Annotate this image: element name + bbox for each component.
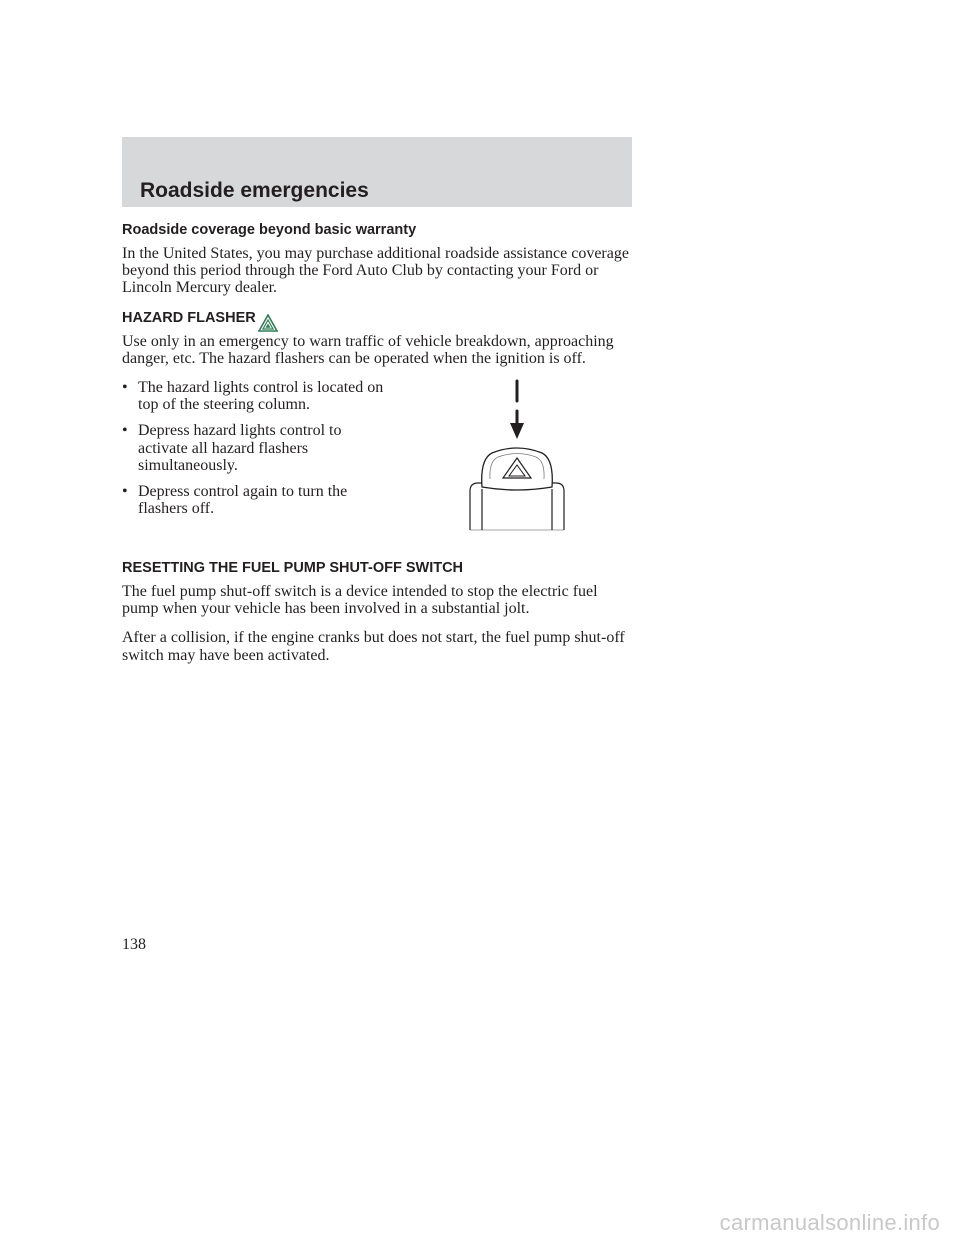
hazard-triangle-icon: [258, 314, 278, 332]
bullet-glyph: •: [122, 379, 128, 397]
coverage-heading: Roadside coverage beyond basic warranty: [122, 222, 417, 238]
hazard-control-illustration: [462, 379, 572, 544]
fuel-pump-paragraph-2: After a collision, if the engine cranks but does not start, the fuel pump shut-off switch may have been activated.: [122, 629, 625, 664]
bullet-glyph: •: [122, 422, 128, 440]
page-content: [122, 221, 632, 676]
section-title: Roadside emergencies: [140, 179, 369, 202]
hazard-instructions-block: [122, 379, 632, 549]
fuel-pump-heading: RESETTING THE FUEL PUMP SHUT-OFF SWITCH: [122, 560, 464, 577]
hazard-bullet-list: [122, 379, 392, 526]
list-item: [122, 483, 392, 517]
bullet-text: The hazard lights control is located on top of the steering column.: [138, 379, 384, 414]
bullet-text: Depress hazard lights control to activate all hazard flashers simultaneously.: [138, 422, 342, 474]
hazard-flasher-heading: [122, 309, 632, 327]
bullet-glyph: •: [122, 483, 128, 501]
page-number: 138: [122, 936, 146, 953]
section-header-band: [122, 137, 632, 207]
hazard-intro-paragraph: Use only in an emergency to warn traffic of vehicle breakdown, approaching danger, etc. The hazard flashers can be operated when the ignition is off.: [122, 332, 614, 367]
watermark: carmanualsonline.info: [719, 1210, 940, 1235]
arrow-down-icon: [510, 423, 524, 439]
list-item: [122, 422, 392, 474]
bullet-text: Depress control again to turn the flashers off.: [138, 483, 348, 518]
coverage-paragraph: In the United States, you may purchase additional roadside assistance coverage beyond this period through the Ford Auto Club by contacting your Ford or Lincoln Mercury dealer.: [122, 245, 629, 297]
hazard-flasher-heading-text: HAZARD FLASHER: [122, 309, 256, 326]
list-item: [122, 379, 392, 413]
fuel-pump-paragraph-1: The fuel pump shut-off switch is a device intended to stop the electric fuel pump when your vehicle has been involved in a substantial jolt.: [122, 583, 598, 618]
